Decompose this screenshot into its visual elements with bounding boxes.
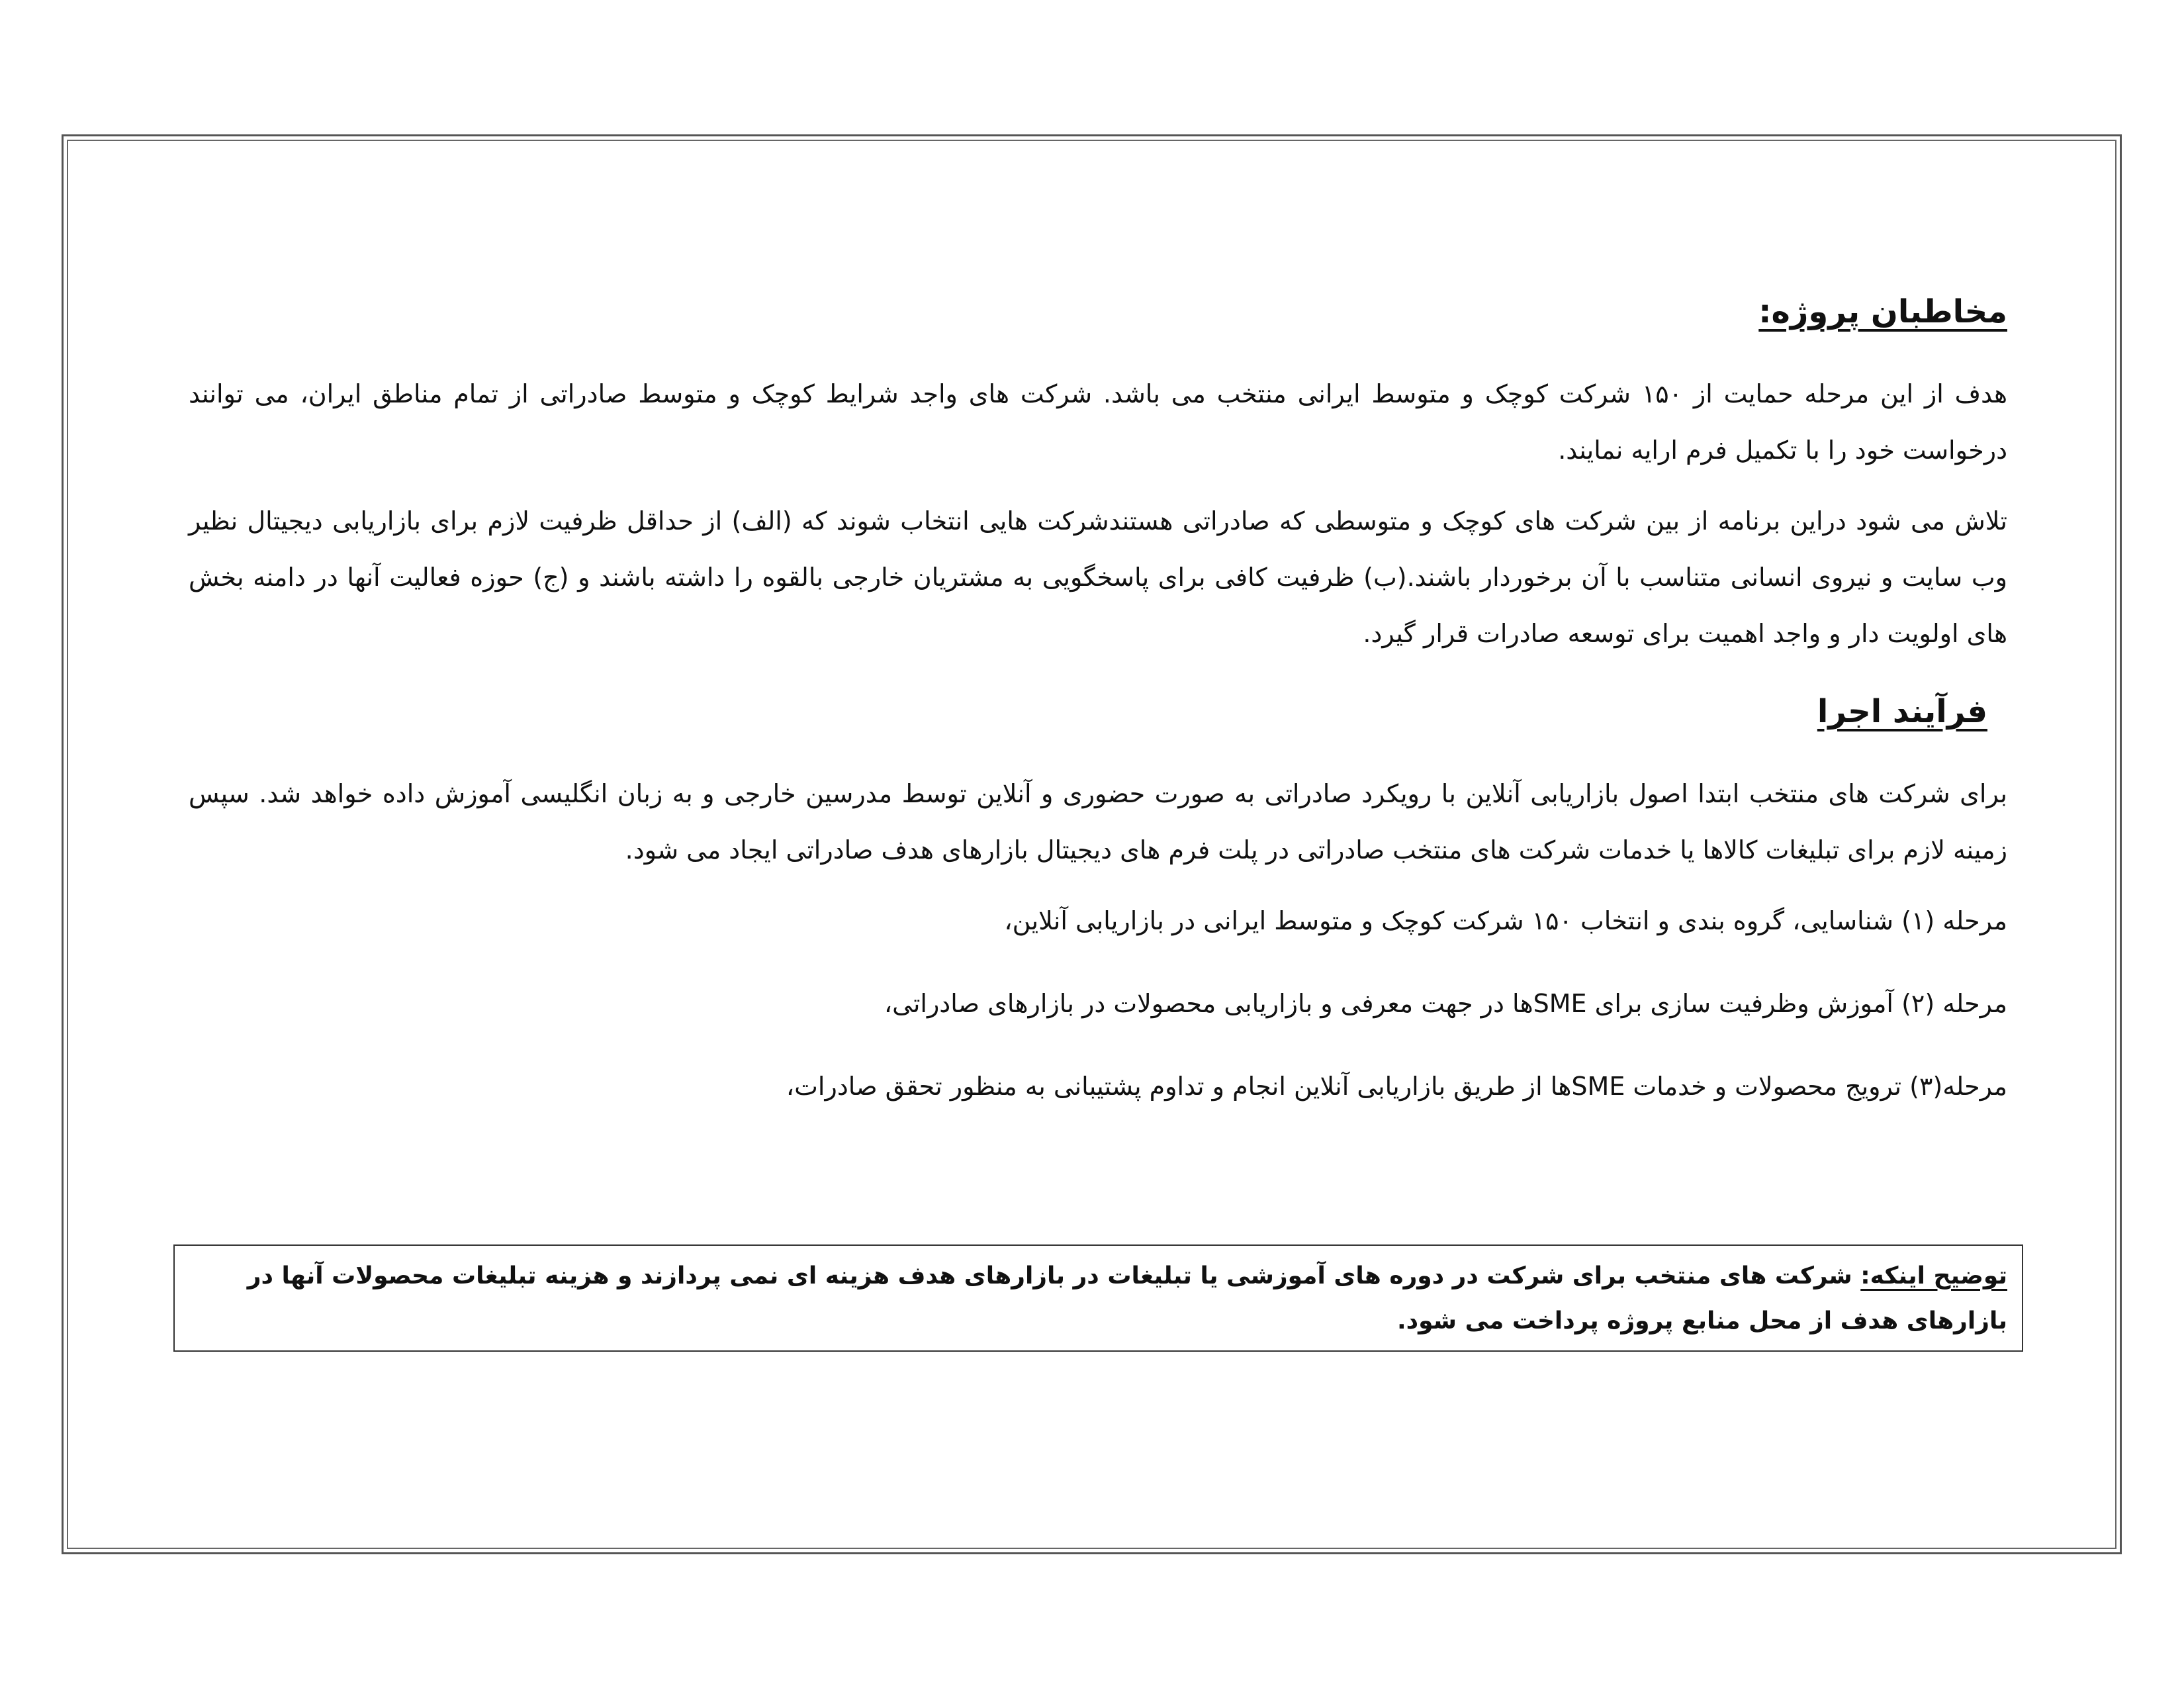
process-heading: فرآیند اجرا	[1817, 693, 1987, 731]
process-step-1: مرحله (۱) شناسایی، گروه بندی و انتخاب ۱۵۰ شرکت کوچک و متوسط ایرانی در بازاریابی آنلاین،	[1004, 906, 2007, 936]
audience-paragraph-2: تلاش می شود دراین برنامه از بین شرکت های کوچک و متوسطی که صادراتی هستندشرکت هایی انتخاب شوند که (الف) از حداقل ظرفیت لازم برای بازاریابی دیجیتال نظیر وب سایت و نیروی انسانی متناسب با آن برخوردار باشند.(ب) ظرفیت کافی برای پاسخگویی به مشتریان خارجی بالقوه را داشته باشند و (ج) حوزه فعالیت آنها در دامنه بخش های اولویت دار و واجد اهمیت برای توسعه صادرات قرار گیرد.	[189, 506, 2007, 649]
audience-heading: مخاطبان پروژه:	[1758, 293, 2007, 330]
note-box	[173, 1244, 2023, 1352]
process-paragraph: برای شرکت های منتخب ابتدا اصول بازاریابی آنلاین با رویکرد صادراتی به صورت حضوری و آنلاین توسط مدرسین خارجی و به زبان انگلیسی آموزش داده خواهد شد. سپس زمینه لازم برای تبلیغات کالاها یا خدمات شرکت های منتخب صادراتی در پلت فرم های دیجیتال بازارهای هدف صادراتی ایجاد می شود.	[189, 779, 2007, 865]
process-step-2: مرحله (۲) آموزش وظرفیت سازی برای SMEها در جهت معرفی و بازاریابی محصولات در بازارهای صادراتی،	[884, 989, 2007, 1019]
document-body	[189, 285, 2007, 1141]
audience-section	[189, 290, 2007, 662]
note-label: توضیح اینکه:	[1860, 1262, 2007, 1289]
process-step-3: مرحله(۳) ترویج محصولات و خدمات SMEها از طریق بازاریابی آنلاین انجام و تداوم پشتیبانی به منظور تحقق صادرات،	[786, 1072, 2007, 1102]
process-section	[189, 690, 2007, 1115]
audience-paragraph-1: هدف از این مرحله حمایت از ۱۵۰ شرکت کوچک و متوسط ایرانی منتخب می باشد. شرکت های واجد شرایط کوچک و متوسط صادراتی از تمام مناطق ایران، می توانند درخواست خود را با تکمیل فرم ارایه نمایند.	[189, 379, 2007, 465]
note-text: شرکت های منتخب برای شرکت در دوره های آموزشی یا تبلیغات در بازارهای هدف هزینه ای نمی پردازند و هزینه تبلیغات محصولات آنها در بازارهای هدف از محل منابع پروژه پرداخت می شود.	[247, 1262, 2007, 1335]
